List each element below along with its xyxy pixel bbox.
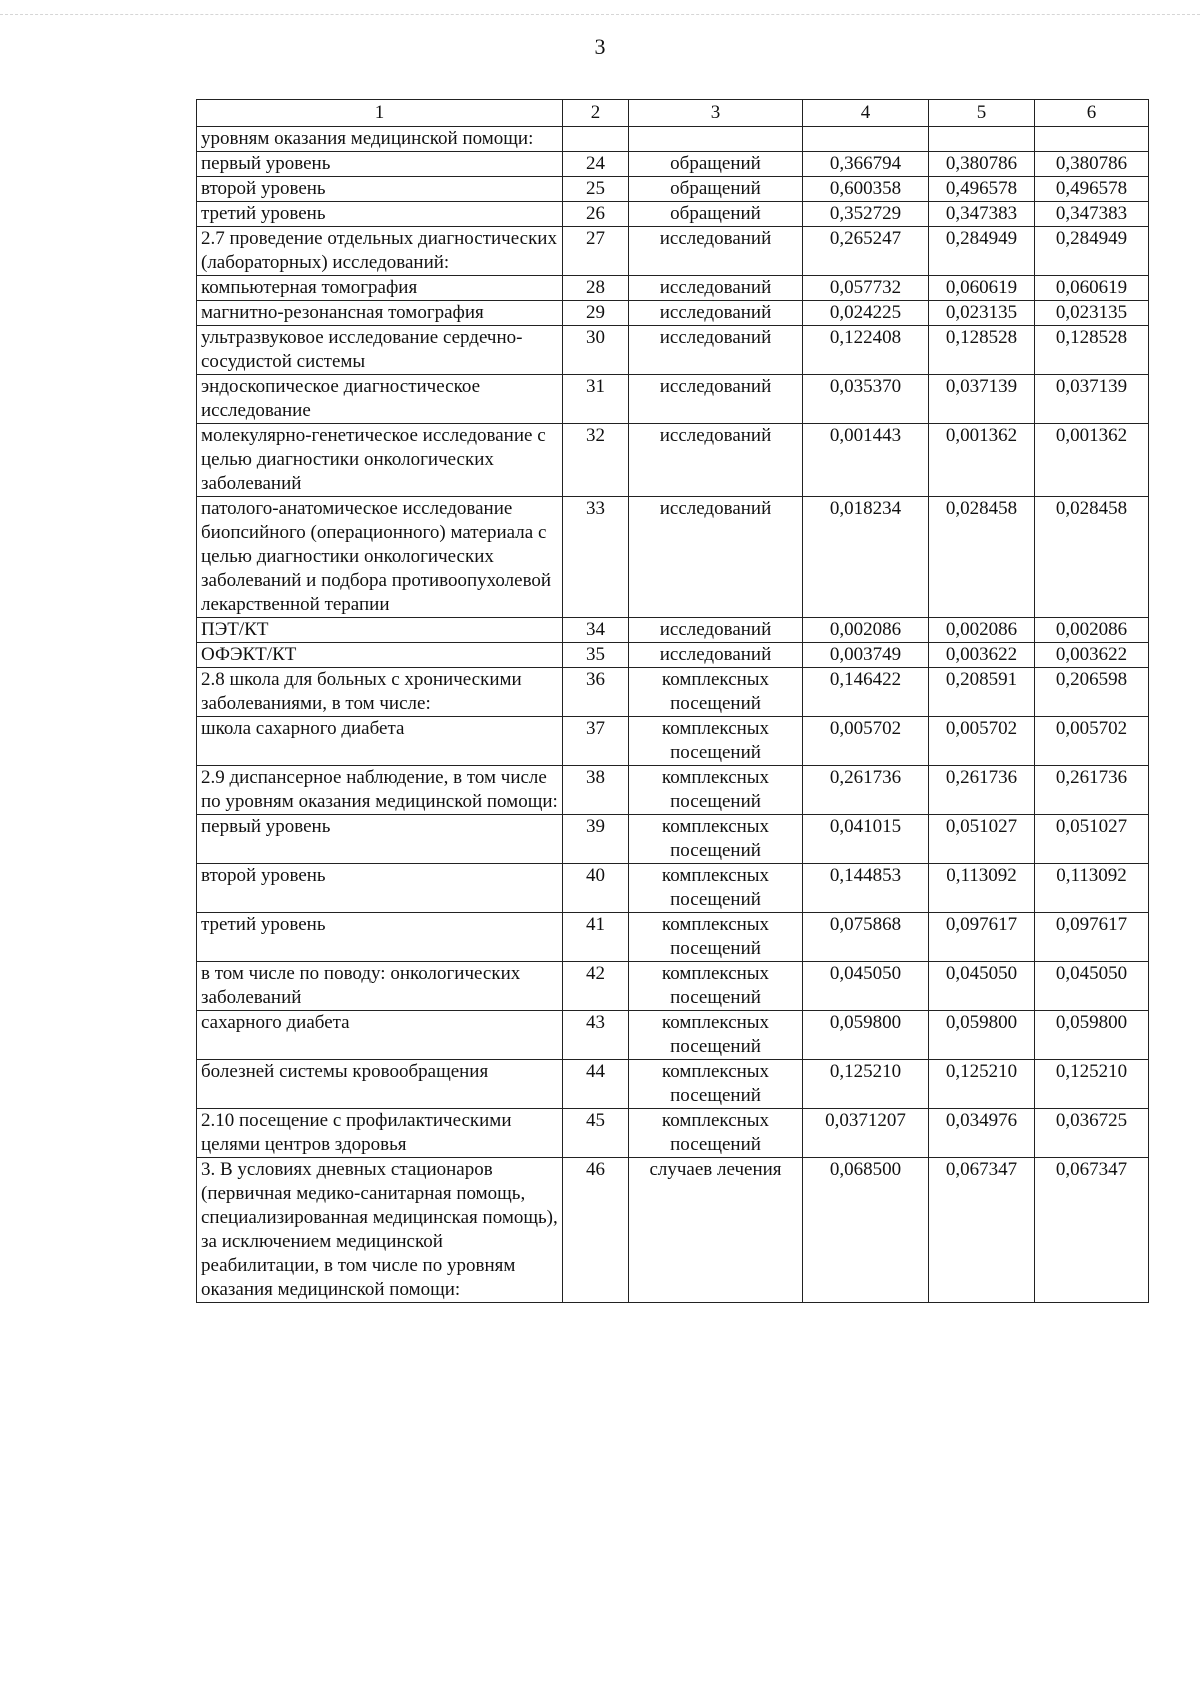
table-row xyxy=(197,1109,1149,1158)
row-value-col-6: 0,097617 xyxy=(1035,913,1149,962)
row-name: первый уровень xyxy=(197,815,563,864)
row-value-col-6: 0,045050 xyxy=(1035,962,1149,1011)
row-value-col-4: 0,352729 xyxy=(803,202,929,227)
row-name: патолого-анатомическое исследование биопсийного (операционного) материала с целью диагностики онкологических заболеваний и подбора противоопухолевой лекарственной терапии xyxy=(197,497,563,618)
row-name: магнитно-резонансная томография xyxy=(197,301,563,326)
row-unit: случаев лечения xyxy=(629,1158,803,1303)
row-unit: комплексных посещений xyxy=(629,815,803,864)
row-number: 24 xyxy=(563,152,629,177)
row-number: 25 xyxy=(563,177,629,202)
row-value-col-4: 0,125210 xyxy=(803,1060,929,1109)
row-name: болезней системы кровообращения xyxy=(197,1060,563,1109)
row-value-col-5 xyxy=(929,127,1035,152)
row-number: 33 xyxy=(563,497,629,618)
row-value-col-6: 0,067347 xyxy=(1035,1158,1149,1303)
row-value-col-6: 0,036725 xyxy=(1035,1109,1149,1158)
row-name: уровням оказания медицинской помощи: xyxy=(197,127,563,152)
row-value-col-6: 0,028458 xyxy=(1035,497,1149,618)
table-row xyxy=(197,913,1149,962)
row-value-col-6 xyxy=(1035,127,1149,152)
row-value-col-6: 0,496578 xyxy=(1035,177,1149,202)
row-value-col-5: 0,023135 xyxy=(929,301,1035,326)
row-number: 43 xyxy=(563,1011,629,1060)
row-value-col-4: 0,001443 xyxy=(803,424,929,497)
row-number: 38 xyxy=(563,766,629,815)
table-row xyxy=(197,815,1149,864)
row-value-col-5: 0,067347 xyxy=(929,1158,1035,1303)
table-row xyxy=(197,152,1149,177)
row-value-col-4: 0,366794 xyxy=(803,152,929,177)
row-value-col-4: 0,041015 xyxy=(803,815,929,864)
row-value-col-4: 0,0371207 xyxy=(803,1109,929,1158)
row-value-col-5: 0,059800 xyxy=(929,1011,1035,1060)
row-name: 2.8 школа для больных с хроническими заболеваниями, в том числе: xyxy=(197,668,563,717)
row-name: второй уровень xyxy=(197,864,563,913)
row-value-col-4 xyxy=(803,127,929,152)
header-col-2: 2 xyxy=(563,100,629,127)
row-unit: исследований xyxy=(629,227,803,276)
row-value-col-4: 0,005702 xyxy=(803,717,929,766)
header-col-5: 5 xyxy=(929,100,1035,127)
row-value-col-5: 0,261736 xyxy=(929,766,1035,815)
table-row xyxy=(197,177,1149,202)
row-number: 37 xyxy=(563,717,629,766)
row-name: эндоскопическое диагностическое исследование xyxy=(197,375,563,424)
row-number: 35 xyxy=(563,643,629,668)
row-number: 27 xyxy=(563,227,629,276)
row-value-col-6: 0,347383 xyxy=(1035,202,1149,227)
row-value-col-4: 0,024225 xyxy=(803,301,929,326)
table-row xyxy=(197,202,1149,227)
row-name: 2.9 диспансерное наблюдение, в том числе по уровням оказания медицинской помощи: xyxy=(197,766,563,815)
row-number: 40 xyxy=(563,864,629,913)
row-unit: комплексных посещений xyxy=(629,962,803,1011)
row-value-col-4: 0,068500 xyxy=(803,1158,929,1303)
table-row xyxy=(197,1060,1149,1109)
row-unit: исследований xyxy=(629,326,803,375)
page-number: 3 xyxy=(594,34,606,59)
row-value-col-6: 0,380786 xyxy=(1035,152,1149,177)
table-row xyxy=(197,276,1149,301)
row-value-col-4: 0,035370 xyxy=(803,375,929,424)
row-value-col-6: 0,060619 xyxy=(1035,276,1149,301)
row-value-col-5: 0,208591 xyxy=(929,668,1035,717)
table-row xyxy=(197,1158,1149,1303)
row-number: 30 xyxy=(563,326,629,375)
table-row xyxy=(197,227,1149,276)
row-value-col-6: 0,037139 xyxy=(1035,375,1149,424)
norms-table xyxy=(196,99,1149,1303)
row-value-col-5: 0,128528 xyxy=(929,326,1035,375)
row-value-col-5: 0,028458 xyxy=(929,497,1035,618)
row-value-col-5: 0,002086 xyxy=(929,618,1035,643)
row-value-col-5: 0,045050 xyxy=(929,962,1035,1011)
row-unit: исследований xyxy=(629,375,803,424)
row-number: 45 xyxy=(563,1109,629,1158)
row-value-col-5: 0,034976 xyxy=(929,1109,1035,1158)
row-value-col-5: 0,001362 xyxy=(929,424,1035,497)
header-col-4: 4 xyxy=(803,100,929,127)
table-row xyxy=(197,962,1149,1011)
row-value-col-6: 0,206598 xyxy=(1035,668,1149,717)
header-col-1: 1 xyxy=(197,100,563,127)
row-unit xyxy=(629,127,803,152)
row-name: третий уровень xyxy=(197,202,563,227)
row-value-col-6: 0,128528 xyxy=(1035,326,1149,375)
row-number: 39 xyxy=(563,815,629,864)
row-unit: комплексных посещений xyxy=(629,1060,803,1109)
table-row xyxy=(197,424,1149,497)
row-value-col-6: 0,023135 xyxy=(1035,301,1149,326)
row-value-col-5: 0,113092 xyxy=(929,864,1035,913)
table-row xyxy=(197,618,1149,643)
row-name: 2.7 проведение отдельных диагностических (лабораторных) исследований: xyxy=(197,227,563,276)
row-number: 42 xyxy=(563,962,629,1011)
row-unit: исследований xyxy=(629,618,803,643)
row-number: 31 xyxy=(563,375,629,424)
row-unit: комплексных посещений xyxy=(629,766,803,815)
row-number: 36 xyxy=(563,668,629,717)
row-value-col-4: 0,146422 xyxy=(803,668,929,717)
row-value-col-5: 0,005702 xyxy=(929,717,1035,766)
table-row xyxy=(197,1011,1149,1060)
row-unit: комплексных посещений xyxy=(629,1109,803,1158)
row-number: 41 xyxy=(563,913,629,962)
row-unit: исследований xyxy=(629,643,803,668)
row-value-col-5: 0,380786 xyxy=(929,152,1035,177)
row-value-col-6: 0,051027 xyxy=(1035,815,1149,864)
row-unit: обращений xyxy=(629,177,803,202)
row-unit: комплексных посещений xyxy=(629,913,803,962)
table-row xyxy=(197,717,1149,766)
row-name: первый уровень xyxy=(197,152,563,177)
row-value-col-4: 0,057732 xyxy=(803,276,929,301)
table-row xyxy=(197,497,1149,618)
header-col-3: 3 xyxy=(629,100,803,127)
row-number: 29 xyxy=(563,301,629,326)
row-value-col-6: 0,284949 xyxy=(1035,227,1149,276)
row-name: компьютерная томография xyxy=(197,276,563,301)
row-name: второй уровень xyxy=(197,177,563,202)
row-value-col-4: 0,600358 xyxy=(803,177,929,202)
row-name: 3. В условиях дневных стационаров (первичная медико-санитарная помощь, специализированная медицинская помощь), за исключением медицинской реабилитации, в том числе по уровням оказания медицинской помощи: xyxy=(197,1158,563,1303)
table-row xyxy=(197,766,1149,815)
table-row xyxy=(197,326,1149,375)
row-name: в том числе по поводу: онкологических заболеваний xyxy=(197,962,563,1011)
row-name: 2.10 посещение с профилактическими целями центров здоровья xyxy=(197,1109,563,1158)
row-value-col-6: 0,005702 xyxy=(1035,717,1149,766)
table-row xyxy=(197,301,1149,326)
row-unit: обращений xyxy=(629,152,803,177)
row-number: 26 xyxy=(563,202,629,227)
table-row xyxy=(197,127,1149,152)
row-value-col-4: 0,122408 xyxy=(803,326,929,375)
table-row xyxy=(197,668,1149,717)
row-name: третий уровень xyxy=(197,913,563,962)
row-value-col-4: 0,018234 xyxy=(803,497,929,618)
row-value-col-5: 0,347383 xyxy=(929,202,1035,227)
row-value-col-4: 0,059800 xyxy=(803,1011,929,1060)
row-name: школа сахарного диабета xyxy=(197,717,563,766)
table-row xyxy=(197,864,1149,913)
row-value-col-4: 0,261736 xyxy=(803,766,929,815)
row-value-col-5: 0,037139 xyxy=(929,375,1035,424)
row-value-col-6: 0,113092 xyxy=(1035,864,1149,913)
row-value-col-5: 0,125210 xyxy=(929,1060,1035,1109)
row-value-col-4: 0,075868 xyxy=(803,913,929,962)
row-number: 32 xyxy=(563,424,629,497)
row-number: 46 xyxy=(563,1158,629,1303)
row-value-col-6: 0,059800 xyxy=(1035,1011,1149,1060)
row-value-col-4: 0,003749 xyxy=(803,643,929,668)
row-unit: исследований xyxy=(629,497,803,618)
row-unit: исследований xyxy=(629,301,803,326)
row-number: 28 xyxy=(563,276,629,301)
row-value-col-4: 0,265247 xyxy=(803,227,929,276)
row-unit: комплексных посещений xyxy=(629,717,803,766)
row-value-col-6: 0,261736 xyxy=(1035,766,1149,815)
row-name: сахарного диабета xyxy=(197,1011,563,1060)
row-unit: исследований xyxy=(629,424,803,497)
row-value-col-4: 0,002086 xyxy=(803,618,929,643)
row-value-col-6: 0,002086 xyxy=(1035,618,1149,643)
row-value-col-4: 0,144853 xyxy=(803,864,929,913)
row-value-col-5: 0,097617 xyxy=(929,913,1035,962)
row-name: молекулярно-генетическое исследование с целью диагностики онкологических заболеваний xyxy=(197,424,563,497)
row-value-col-6: 0,125210 xyxy=(1035,1060,1149,1109)
row-unit: комплексных посещений xyxy=(629,668,803,717)
row-number: 34 xyxy=(563,618,629,643)
row-unit: комплексных посещений xyxy=(629,864,803,913)
row-number xyxy=(563,127,629,152)
table-row xyxy=(197,375,1149,424)
row-value-col-4: 0,045050 xyxy=(803,962,929,1011)
row-unit: обращений xyxy=(629,202,803,227)
scan-artifact-line xyxy=(0,14,1200,18)
table-row xyxy=(197,643,1149,668)
row-number: 44 xyxy=(563,1060,629,1109)
row-name: ПЭТ/КТ xyxy=(197,618,563,643)
header-col-6: 6 xyxy=(1035,100,1149,127)
row-unit: комплексных посещений xyxy=(629,1011,803,1060)
row-value-col-6: 0,003622 xyxy=(1035,643,1149,668)
row-unit: исследований xyxy=(629,276,803,301)
row-value-col-5: 0,051027 xyxy=(929,815,1035,864)
row-value-col-5: 0,496578 xyxy=(929,177,1035,202)
row-value-col-5: 0,003622 xyxy=(929,643,1035,668)
row-value-col-6: 0,001362 xyxy=(1035,424,1149,497)
header-row xyxy=(197,100,1149,127)
row-value-col-5: 0,284949 xyxy=(929,227,1035,276)
row-value-col-5: 0,060619 xyxy=(929,276,1035,301)
row-name: ОФЭКТ/КТ xyxy=(197,643,563,668)
row-name: ультразвуковое исследование сердечно-сосудистой системы xyxy=(197,326,563,375)
